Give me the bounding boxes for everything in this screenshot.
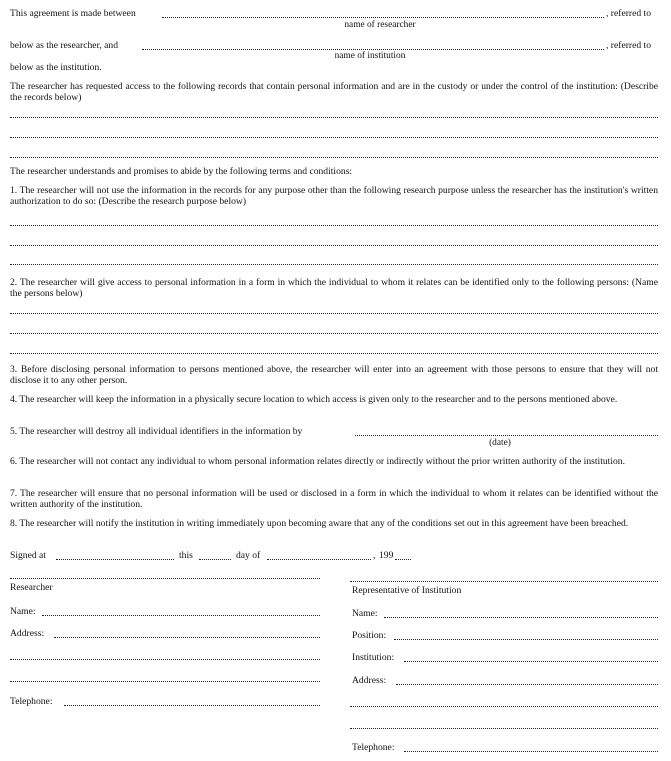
institution-telephone-input[interactable] xyxy=(404,751,658,752)
researcher-name-field[interactable] xyxy=(162,17,604,18)
signed-year: 199 xyxy=(379,550,394,561)
intro-line1-prefix: This agreement is made between xyxy=(10,8,136,19)
institution-name-caption: name of institution xyxy=(334,51,406,61)
intro-line2-prefix: below as the researcher, and xyxy=(10,40,119,51)
signed-day-of-label: day of xyxy=(236,550,261,561)
term-5-text: 5. The researcher will destroy all individual identifiers in the information by xyxy=(10,426,303,437)
persons-line-3[interactable] xyxy=(10,353,658,354)
date-caption: (date) xyxy=(489,438,511,448)
term-3-text: 3. Before disclosing personal information to persons mentioned above, the researcher will enter into an agreement with those persons to ensure that they will not disclose it to any other person. xyxy=(10,364,658,386)
signed-at-place-field[interactable] xyxy=(56,559,174,560)
intro-line3: below as the institution. xyxy=(10,62,102,73)
institution-address-input-1[interactable] xyxy=(396,684,658,685)
researcher-address-input-3[interactable] xyxy=(10,681,320,682)
institution-name-input[interactable] xyxy=(404,661,658,662)
signed-at-label: Signed at xyxy=(10,550,46,561)
term-7-text: 7. The researcher will ensure that no personal information will be used or disclosed in a form in which the individual to whom it relates can be identified without the written authority of the institution. xyxy=(10,488,658,510)
institution-address-input-2[interactable] xyxy=(350,706,658,707)
institution-address-input-3[interactable] xyxy=(350,728,658,729)
purpose-line-1[interactable] xyxy=(10,225,658,226)
term-1-text: 1. The researcher will not use the information in the records for any purpose other than the following research purpose unless the researcher has the institution's written authorization to do so: (Describe the research purpose below) xyxy=(10,185,658,207)
institution-signature-line[interactable] xyxy=(350,581,658,582)
term-8-text: 8. The researcher will notify the institution in writing immediately upon becoming aware that any of the conditions set out in this agreement have been breached. xyxy=(10,518,629,529)
records-line-1[interactable] xyxy=(10,117,658,118)
researcher-telephone-label: Telephone: xyxy=(10,696,53,707)
institution-telephone-label: Telephone: xyxy=(352,742,395,753)
records-line-2[interactable] xyxy=(10,137,658,138)
institution-name-label: Institution: xyxy=(352,652,395,663)
signed-this-label: this xyxy=(179,550,193,561)
researcher-address-input-1[interactable] xyxy=(54,637,320,638)
institution-position-label: Position: xyxy=(352,630,387,641)
researcher-signature-line[interactable] xyxy=(10,578,320,579)
researcher-block-title: Researcher xyxy=(10,582,53,593)
institution-address-label: Address: xyxy=(352,675,387,686)
signed-day-field[interactable] xyxy=(199,559,231,560)
institution-name-field[interactable] xyxy=(142,49,604,50)
institution-rep-name-input[interactable] xyxy=(384,617,658,618)
institution-position-input[interactable] xyxy=(394,639,658,640)
researcher-address-label: Address: xyxy=(10,628,45,639)
signed-year-field[interactable] xyxy=(395,559,411,560)
destroy-date-field[interactable] xyxy=(355,435,658,436)
persons-line-2[interactable] xyxy=(10,333,658,334)
records-request-text: The researcher has requested access to the following records that contain personal information and are in the custody or under the control of the institution: (Describe the records below) xyxy=(10,81,658,103)
researcher-name-label: Name: xyxy=(10,606,36,617)
terms-intro: The researcher understands and promises to abide by the following terms and conditions: xyxy=(10,166,353,177)
researcher-name-caption: name of researcher xyxy=(344,20,416,30)
term-6-text: 6. The researcher will not contact any individual to whom personal information relates directly or indirectly without the prior written authority of the institution. xyxy=(10,456,625,467)
intro-line1-suffix: , referred to xyxy=(606,8,652,19)
researcher-address-input-2[interactable] xyxy=(10,659,320,660)
researcher-telephone-input[interactable] xyxy=(64,705,320,706)
institution-rep-name-label: Name: xyxy=(352,608,378,619)
researcher-name-input[interactable] xyxy=(42,615,320,616)
purpose-line-3[interactable] xyxy=(10,264,658,265)
institution-block-title: Representative of Institution xyxy=(352,585,462,596)
term-4-text: 4. The researcher will keep the information in a physically secure location to which access is given only to the researcher and to the persons mentioned above. xyxy=(10,394,618,405)
persons-line-1[interactable] xyxy=(10,313,658,314)
signed-month-field[interactable] xyxy=(267,559,371,560)
purpose-line-2[interactable] xyxy=(10,245,658,246)
term-2-text: 2. The researcher will give access to personal information in a form in which the individual to whom it relates can be identified only to the following persons: (Name the persons below) xyxy=(10,277,658,299)
intro-line2-suffix: , referred to xyxy=(606,40,652,51)
records-line-3[interactable] xyxy=(10,157,658,158)
